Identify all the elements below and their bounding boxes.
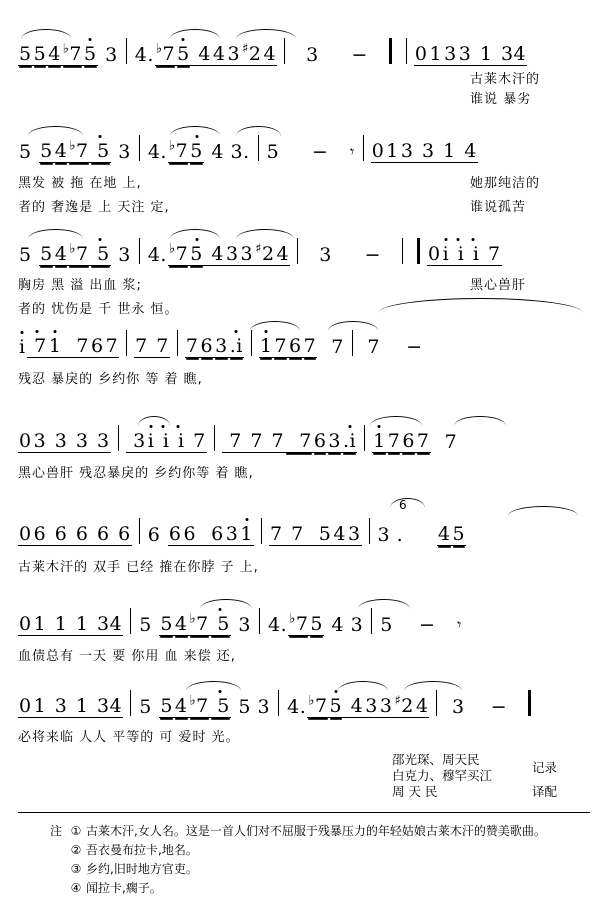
note: 5 <box>310 613 323 635</box>
system-1 <box>18 38 527 66</box>
barline <box>352 330 353 356</box>
system-4-notation <box>18 330 424 358</box>
slur <box>328 321 378 331</box>
note: 5 <box>19 43 32 65</box>
note: 3 <box>69 430 89 452</box>
note: 7 <box>243 430 263 452</box>
note: 3 <box>328 430 341 452</box>
note: 3 − <box>445 696 521 718</box>
note: 1 <box>373 430 386 452</box>
note: 4 <box>174 613 188 635</box>
note: 5 − <box>380 614 456 636</box>
note: 6 <box>402 430 415 452</box>
note: ♭7 <box>62 41 83 65</box>
barline <box>369 518 370 544</box>
footnotes <box>46 822 586 898</box>
system-3 <box>18 238 502 266</box>
system-1-lyric-1: 古莱木汗的 <box>470 72 541 87</box>
note: 5 − <box>266 141 348 163</box>
barline <box>130 690 131 716</box>
note: .i <box>343 430 357 452</box>
note: 3 <box>98 44 118 66</box>
system-6 <box>18 498 466 546</box>
note: 7 <box>135 335 148 357</box>
note: 7 <box>265 430 285 452</box>
note: 5 <box>305 523 332 545</box>
note: 5 <box>160 695 173 717</box>
system-6-lyric-1: 古莱木汗的 双手 已经 搉在你脖 子 上, <box>18 560 259 575</box>
slur <box>200 599 252 609</box>
note: 0 <box>19 613 32 635</box>
barline <box>126 38 127 64</box>
system-1-notation <box>18 38 527 66</box>
note: 7 <box>431 431 458 453</box>
footnote-number: ④ <box>70 881 82 895</box>
note: 34 <box>90 613 123 635</box>
note: 4 <box>212 43 226 65</box>
note: 5 <box>452 523 466 545</box>
barline <box>118 425 119 451</box>
note: 0 <box>19 695 32 717</box>
note: 1 <box>473 43 493 65</box>
note: 4. <box>147 244 167 266</box>
note: 6 <box>33 523 47 545</box>
slur <box>170 229 220 239</box>
note: 7 <box>286 430 312 452</box>
system-3-lyric-1: 胸房 黑 溢 出血 浆; <box>18 278 142 293</box>
note: 4 <box>344 695 364 717</box>
barline <box>406 38 407 64</box>
system-8-notation <box>18 690 538 718</box>
note: 34 <box>494 43 527 65</box>
slur-long <box>378 298 583 313</box>
note: 5 <box>329 695 343 717</box>
credit-line-1: 邵光琛、周天民 <box>392 752 480 767</box>
barline <box>130 608 131 634</box>
note: 4. <box>287 696 307 718</box>
note: 7 <box>222 430 242 452</box>
barline <box>364 425 365 451</box>
note: 7 <box>416 430 430 452</box>
note: 3 <box>240 243 254 265</box>
credit-tag-record: 记录 <box>532 760 558 775</box>
note: 6 <box>48 523 68 545</box>
note: i <box>156 430 170 452</box>
note: 3 <box>33 430 47 452</box>
note: 1 <box>436 140 456 162</box>
note: ♭7 <box>289 611 309 635</box>
note: 5 <box>19 244 39 266</box>
note: 7 <box>387 430 401 452</box>
note: 3 <box>400 140 414 162</box>
system-2-notation <box>18 135 478 163</box>
note: 6 <box>200 335 214 357</box>
note: 4 3. <box>204 141 250 163</box>
footnote-text: 闻拉卡,瘸子。 <box>86 881 162 895</box>
note: 3 <box>48 430 68 452</box>
credit-line-2: 白克力、穆罕买江 <box>392 768 493 783</box>
note: 6 <box>111 523 131 545</box>
divider <box>18 812 590 813</box>
note: 3 <box>90 430 110 452</box>
note: 5 3 <box>231 696 271 718</box>
system-1-lyric-2: 谁说 暴劣 <box>470 92 532 107</box>
slur <box>236 29 296 39</box>
barline <box>177 330 178 356</box>
note: 5 <box>19 141 39 163</box>
note: 1 <box>240 523 253 545</box>
barline <box>258 135 259 161</box>
note: 5 <box>190 243 203 265</box>
barline <box>139 518 140 544</box>
note: 1 <box>33 695 47 717</box>
note: 5 <box>40 140 53 162</box>
repeat-barline <box>417 238 420 264</box>
footnote-number: ③ <box>70 862 82 876</box>
note: 5 <box>33 43 47 65</box>
system-7-notation <box>18 608 463 636</box>
note: ♭7 <box>69 241 89 265</box>
system-2-lyric-1: 黑发 被 拖 在地 上, <box>18 176 142 191</box>
note: 6 <box>147 524 167 546</box>
system-8 <box>18 690 538 718</box>
note: 7 <box>274 335 287 357</box>
note: 5 <box>90 243 110 265</box>
note: 4 <box>174 695 188 717</box>
note: 3 . <box>377 524 436 546</box>
note: 5 <box>160 613 173 635</box>
system-3-notation <box>18 238 502 266</box>
note: 7 <box>63 335 89 357</box>
note: 1 <box>69 695 89 717</box>
note: 7 <box>149 335 169 357</box>
note: 7 − <box>360 336 423 358</box>
note: 3 <box>347 523 361 545</box>
note: ♭7 <box>69 138 89 162</box>
note: 3 <box>227 43 241 65</box>
note: 3 <box>111 141 131 163</box>
note: 5 <box>210 613 230 635</box>
system-5-lyric-1: 黑心兽肝 残忍暴戾的 乡约你等 着 瞧, <box>18 466 254 481</box>
note: 0 <box>371 140 385 162</box>
note: 1 <box>429 43 443 65</box>
note: ♭7 <box>189 693 209 717</box>
barline <box>251 330 252 356</box>
note: 4 <box>204 243 224 265</box>
note: 6 <box>198 523 224 545</box>
barline <box>126 330 127 356</box>
system-2-lyric-2: 者的 奢逸是 上 天注 定, <box>18 200 170 215</box>
footnote-item <box>46 822 586 841</box>
note: 3 <box>215 335 228 357</box>
note: 3 <box>458 43 472 65</box>
note: 1 <box>33 613 47 635</box>
note: 5 <box>139 614 159 636</box>
system-5-notation <box>18 425 458 453</box>
note: 6 <box>183 523 197 545</box>
note: 4. <box>134 44 154 66</box>
note: 5 <box>210 695 230 717</box>
slur <box>236 229 294 239</box>
note: ♭7 <box>189 611 209 635</box>
note: 1 <box>48 613 68 635</box>
barline <box>297 238 298 264</box>
note: 3 <box>365 695 378 717</box>
note: 4 3 <box>325 614 364 636</box>
footnote-text: 吾衣曼布拉卡,地名。 <box>86 843 198 857</box>
note: i <box>171 430 185 452</box>
note: ♭7 <box>168 138 189 162</box>
slur <box>170 29 220 39</box>
note: 3 <box>379 695 393 717</box>
slur <box>138 416 170 426</box>
note: 4 <box>457 140 477 162</box>
barline <box>261 518 262 544</box>
slur <box>370 416 422 426</box>
note: 5 <box>84 43 97 65</box>
note: .i <box>229 335 243 357</box>
slur <box>186 681 241 691</box>
note: 4 <box>48 43 61 65</box>
note: 6 <box>168 523 182 545</box>
note: 7 <box>269 523 283 545</box>
system-8-lyric-1: 必将来临 人人 平等的 可 爱时 光。 <box>18 730 240 745</box>
note: 7 <box>318 336 344 358</box>
note: 1 <box>259 335 273 357</box>
barline <box>139 135 140 161</box>
note: 4 <box>54 140 68 162</box>
note: i <box>466 243 480 265</box>
footnote-number: ② <box>70 843 82 857</box>
slur <box>508 506 578 516</box>
note: i <box>451 243 465 265</box>
system-4-lyric-1: 残忍 暴戾的 乡约你 等 着 瞧, <box>18 372 203 387</box>
note: 5 <box>190 140 203 162</box>
note: 1 <box>69 613 89 635</box>
note: 3 − <box>306 244 394 266</box>
note: 7 <box>186 430 206 452</box>
note: 7 <box>303 335 317 357</box>
note: 3 <box>225 523 239 545</box>
note: 0 <box>19 430 32 452</box>
note: i <box>147 430 155 452</box>
slur <box>28 126 83 136</box>
note: 4. <box>147 141 167 163</box>
note: 6 <box>90 335 104 357</box>
credit-tag-translate: 译配 <box>532 784 558 799</box>
note: 3 <box>111 244 131 266</box>
repeat-barline <box>389 38 392 64</box>
system-6-notation <box>18 518 466 546</box>
note: 5 <box>139 696 159 718</box>
barline <box>284 38 285 64</box>
barline <box>259 608 260 634</box>
note: 1 <box>48 335 62 357</box>
system-2-lyric-4: 谁说孤苦 <box>470 200 527 215</box>
note: ♭7 <box>155 41 176 65</box>
note: i <box>442 243 450 265</box>
footnote-spacer <box>46 879 66 898</box>
footnote-text: 古莱木汗,女人名。这是一首人们对不屈服于残暴压力的年轻姑娘古莱木汗的赞美歌曲。 <box>86 824 546 838</box>
note: 7 <box>284 523 304 545</box>
barline <box>402 238 403 264</box>
slur <box>250 321 300 331</box>
barline <box>436 690 437 716</box>
footnote-spacer <box>46 841 66 860</box>
note: ♭7 <box>308 693 328 717</box>
footnote-spacer <box>46 860 66 879</box>
system-2 <box>18 135 478 163</box>
note: 3 − <box>293 44 381 66</box>
note: 4 <box>333 523 346 545</box>
barline <box>363 135 364 161</box>
slur <box>21 29 71 39</box>
note: ♯2 <box>242 41 262 65</box>
note: 7 <box>481 243 501 265</box>
footnote-item <box>46 879 586 898</box>
credit-line-3: 周 天 民 <box>392 784 438 799</box>
barline <box>371 608 372 634</box>
system-4 <box>18 330 424 358</box>
slur <box>28 229 83 239</box>
note: 6 <box>289 335 302 357</box>
note: 4. <box>268 614 288 636</box>
system-7-lyric-1: 血债总有 一天 要 你用 血 来偿 还, <box>18 649 236 664</box>
note: 4 <box>263 43 277 65</box>
barline <box>214 425 215 451</box>
note: 3 <box>444 43 457 65</box>
note: 0 <box>414 43 428 65</box>
footnote-item <box>46 860 586 879</box>
footnote-number: ① <box>70 824 82 838</box>
note: 4 <box>54 243 68 265</box>
note: 4 <box>276 243 290 265</box>
system-5 <box>18 425 458 453</box>
breath-mark: 𝄾 <box>457 615 462 634</box>
note: 3 <box>126 430 146 452</box>
slur <box>404 681 462 691</box>
note: 3 <box>225 243 239 265</box>
note: 3 <box>231 614 252 636</box>
note: 6 <box>313 430 327 452</box>
note: 5 <box>90 140 110 162</box>
note: 0 <box>19 523 32 545</box>
triplet-number: 6 <box>399 498 408 512</box>
note: 4 <box>415 695 429 717</box>
note: 6 <box>69 523 89 545</box>
note: 5 <box>177 43 190 65</box>
system-7 <box>18 608 463 636</box>
final-barline <box>528 690 531 716</box>
note: 7 <box>105 335 119 357</box>
note: ♭7 <box>168 241 189 265</box>
note: 7 <box>185 335 199 357</box>
footnote-text: 乡约,旧时地方官吏。 <box>86 862 198 876</box>
note: 5 <box>40 243 53 265</box>
note: 4 <box>191 43 211 65</box>
system-2-lyric-3: 她那纯洁的 <box>470 176 541 191</box>
breath-mark: 𝄾 <box>349 142 355 161</box>
note: 3 <box>415 140 435 162</box>
note: 6 <box>90 523 110 545</box>
system-3-lyric-2: 者的 忧伤是 千 世永 恒。 <box>18 302 179 317</box>
barline <box>139 238 140 264</box>
slur <box>358 599 410 609</box>
footnote-item <box>46 841 586 860</box>
slur <box>236 126 281 136</box>
slur <box>338 681 388 691</box>
note: 4 <box>437 523 451 545</box>
note: i <box>19 336 26 358</box>
note: 1 <box>386 140 399 162</box>
note: ♯2 <box>394 693 414 717</box>
system-3-lyric-3: 黑心兽肝 <box>470 278 527 293</box>
barline <box>278 690 279 716</box>
note: 7 <box>27 335 47 357</box>
note: 0 <box>428 243 441 265</box>
slur <box>170 126 220 136</box>
note: 3 <box>48 695 68 717</box>
slur <box>454 416 506 426</box>
footnote-label: 注 <box>49 824 62 838</box>
note: 34 <box>90 695 123 717</box>
note: ♯2 <box>255 241 275 265</box>
